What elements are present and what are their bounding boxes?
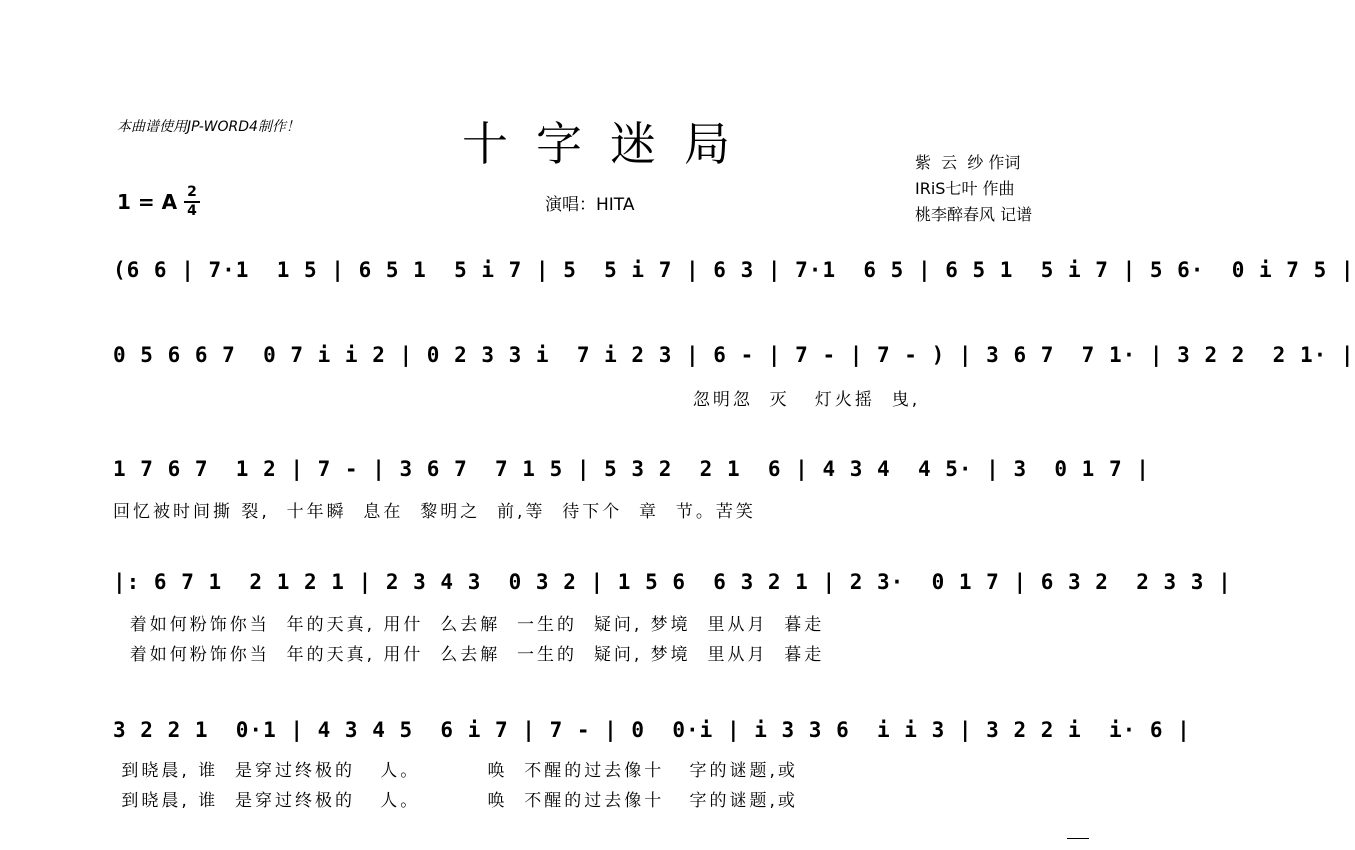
key-signature: 1 = A	[117, 190, 178, 214]
notation-line: 1 7 6 7 1 2 | 7 - | 3 6 7 7 1 5 | 5 3 2 2 1 6 | 4 3 4 4 5· | 3 0 1 7 |	[113, 457, 1150, 481]
notation-line: |: 6 7 1 2 1 2 1 | 2 3 4 3 0 3 2 | 1 5 6 6 3 2 1 | 2 3· 0 1 7 | 6 3 2 2 3 3 |	[113, 570, 1232, 594]
lyric-line: 忽明忽 灭 灯火摇 曳,	[113, 390, 921, 410]
lyric-line: 到晓晨, 谁 是穿过终极的 人。 唤 不醒的过去像十 字的谜题,或	[113, 761, 798, 781]
credits	[915, 150, 1032, 228]
continuation-mark	[1067, 838, 1089, 839]
credit-lyricist: 紫 云 纱 作词	[915, 153, 1021, 172]
notation-line: 0 5 6 6 7 0 7 i i 2 | 0 2 3 3 i 7 i 2 3 | 6 - | 7 - | 7 - ) | 3 6 7 7 1· | 3 2 2 2 1· |	[113, 343, 1355, 367]
lyric-line: 到晓晨, 谁 是穿过终极的 人。 唤 不醒的过去像十 字的谜题,或	[113, 791, 798, 811]
singer-label: 演唱：HITA	[545, 195, 635, 215]
song-title: 十字迷局	[462, 117, 758, 171]
notation-line: 3 2 2 1 0·1 | 4 3 4 5 6 i 7 | 7 - | 0 0·i | i 3 3 6 i i 3 | 3 2 2 i i· 6 |	[113, 718, 1191, 742]
lyric-line: 着如何粉饰你当 年的天真, 用什 么去解 一生的 疑问, 梦境 里从月 暮走	[113, 615, 825, 635]
credit-composer: IRiS七叶 作曲	[915, 179, 1015, 198]
header-note: 本曲谱使用JP-WORD4制作！	[117, 119, 300, 135]
time-signature	[184, 185, 200, 219]
lyric-line: 着如何粉饰你当 年的天真, 用什 么去解 一生的 疑问, 梦境 里从月 暮走	[113, 645, 825, 665]
time-signature-top: 2	[187, 184, 197, 200]
credit-transcriber: 桃李醉春风 记谱	[915, 205, 1033, 224]
lyric-line: 回忆被时间撕 裂, 十年瞬 息在 黎明之 前,等 待下个 章 节。苦笑	[113, 502, 756, 522]
notation-line: (6 6 | 7·1 1 5 | 6 5 1 5 i 7 | 5 5 i 7 | 6 3 | 7·1 6 5 | 6 5 1 5 i 7 | 5 6· 0 i 7 5 |	[113, 258, 1355, 282]
time-signature-bottom: 4	[187, 203, 197, 219]
